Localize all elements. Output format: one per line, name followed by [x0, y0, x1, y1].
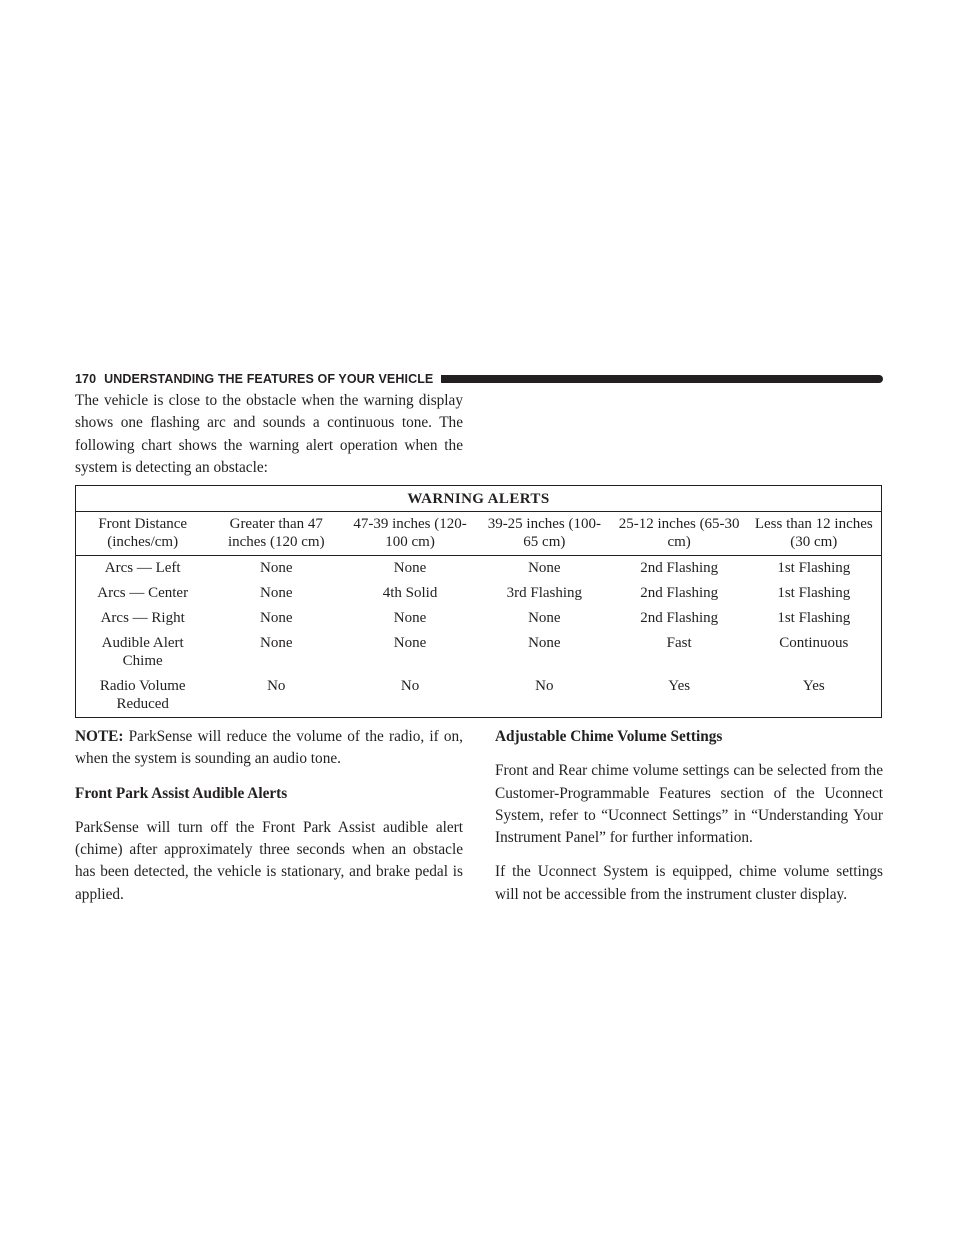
- table-cell: None: [343, 556, 477, 582]
- table-row: [76, 631, 882, 674]
- table-cell: None: [260, 585, 293, 601]
- table-title-row: [76, 486, 882, 512]
- page-number: 170: [75, 372, 97, 386]
- header-cell: 47-39 inches (120-100 cm): [343, 512, 477, 556]
- left-column: [75, 726, 463, 918]
- table-cell: 4th Solid: [382, 585, 438, 601]
- table-cell: No: [209, 674, 343, 718]
- section-title: UNDERSTANDING THE FEATURES OF YOUR VEHICLE: [104, 372, 434, 386]
- header-cell: Greater than 47 inches (120 cm): [209, 512, 343, 556]
- header-cell: Front Distance (inches/cm): [76, 512, 210, 556]
- table-cell: None: [209, 556, 343, 582]
- table-row: [76, 556, 882, 582]
- table-cell: None: [393, 635, 427, 651]
- subheading-front-park-assist: Front Park Assist Audible Alerts: [75, 784, 288, 802]
- table-row: [76, 581, 882, 606]
- table-cell: Yes: [612, 674, 747, 718]
- table-cell: 3rd Flashing: [506, 585, 583, 601]
- header-cell: 25-12 inches (65-30 cm): [612, 512, 747, 556]
- table-cell: 2nd Flashing: [640, 585, 719, 601]
- table-cell: None: [477, 556, 612, 582]
- header-cell: 39-25 inches (100-65 cm): [477, 512, 612, 556]
- table-cell: No: [477, 674, 612, 718]
- intro-paragraph: The vehicle is close to the obstacle when the warning display shows one flashing arc and sounds a continuous tone. The following chart shows the warning alert operation when the system is detecting an obstacle:: [75, 392, 463, 476]
- header-cell: Less than 12 inches (30 cm): [747, 512, 882, 556]
- row-label: Radio Volume Reduced: [76, 674, 210, 718]
- page-header: [75, 368, 883, 390]
- chime-volume-paragraph-2: If the Uconnect System is equipped, chime volume settings will not be accessible from the instrument cluster display.: [495, 863, 883, 903]
- table-cell: 1st Flashing: [747, 556, 882, 582]
- table-cell: None: [528, 610, 561, 626]
- table-cell: Fast: [666, 635, 692, 651]
- subheading-chime-volume: Adjustable Chime Volume Settings: [495, 728, 723, 745]
- row-label: Arcs — Left: [76, 556, 210, 582]
- table-row: [76, 606, 882, 631]
- table-cell: 1st Flashing: [747, 581, 882, 606]
- front-park-assist-paragraph: ParkSense will turn off the Front Park Assist audible alert (chime) after approximately three seconds when an obstacle has been detected, the vehicle is stationary, and brake pedal is applied.: [75, 818, 463, 903]
- table-cell: None: [260, 610, 293, 626]
- row-label: Audible Alert Chime: [76, 631, 210, 674]
- table-cell: 2nd Flashing: [612, 556, 747, 582]
- table-row: [76, 674, 882, 718]
- table-cell: Continuous: [747, 631, 882, 674]
- note-label: NOTE:: [75, 728, 124, 745]
- row-label: Arcs — Right: [76, 606, 210, 631]
- chime-volume-paragraph-1: Front and Rear chime volume settings can be selected from the Customer-Programmable Features section of the Uconnect System, refer to “Uconnect Settings” in “Understanding Your Instrument Panel” for further information.: [495, 762, 883, 847]
- table-title: WARNING ALERTS: [76, 486, 882, 512]
- table-cell: Yes: [747, 674, 882, 718]
- header-rule: [441, 375, 883, 383]
- table-cell: None: [260, 635, 293, 651]
- row-label: Arcs — Center: [76, 581, 210, 606]
- note-text: ParkSense will reduce the volume of the radio, if on, when the system is sounding an audio tone.: [75, 728, 463, 768]
- table-cell: No: [343, 674, 477, 718]
- note-paragraph: [75, 726, 463, 771]
- table-cell: None: [393, 610, 427, 626]
- table-cell: None: [528, 635, 561, 651]
- table-cell: 1st Flashing: [747, 606, 882, 631]
- table-header-row: [76, 512, 882, 556]
- right-column: [495, 726, 883, 918]
- table-cell: 2nd Flashing: [640, 610, 719, 626]
- warning-alerts-table: [75, 485, 882, 718]
